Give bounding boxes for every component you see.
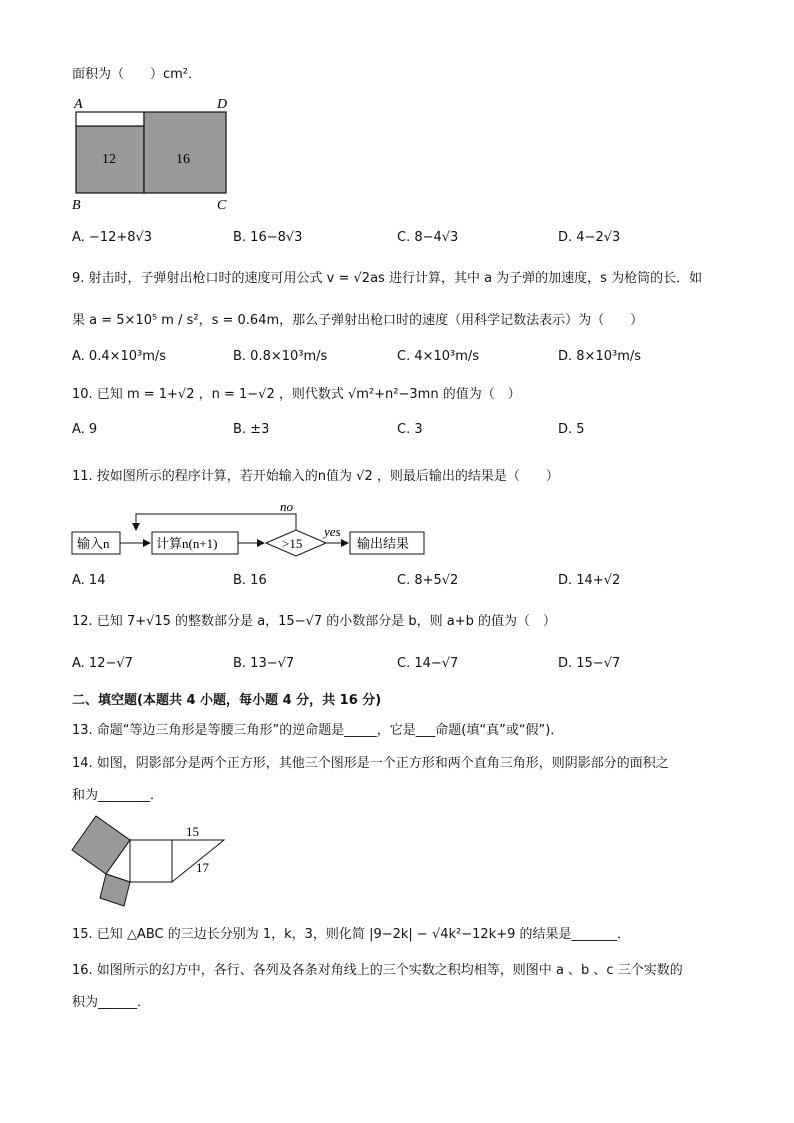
q8-option-d: D. 4−2√3 bbox=[558, 230, 621, 245]
question-fragment-top: 面积为（ ）cm²． bbox=[72, 67, 202, 82]
q9-line1: 9. 射击时，子弹射出枪口时的速度可用公式 v = √2as 进行计算，其中 a 为子弹的加速度，s 为枪筒的长．如 bbox=[72, 271, 703, 286]
q10-line: 10. 已知 m = 1+√2 ，n = 1−√2 ，则代数式 √m²+n²−3mn 的值为（ ） bbox=[72, 387, 521, 402]
q11-line: 11. 按如图所示的程序计算，若开始输入的n值为 √2 ，则最后输出的结果是（ ） bbox=[72, 469, 559, 484]
label-17: 17 bbox=[196, 860, 209, 875]
q9-option-c: C. 4×10³m/s bbox=[397, 349, 480, 364]
q12-option-c: C. 14−√7 bbox=[397, 656, 459, 671]
q11-option-a: A. 14 bbox=[72, 573, 106, 588]
small-strip bbox=[76, 112, 144, 126]
q10-option-d: D. 5 bbox=[558, 422, 585, 437]
label-D: D bbox=[217, 97, 228, 112]
q9-line2: 果 a = 5×10⁵ m / s²，s = 0.64m，那么子弹射出枪口时的速度（用科学记数法表示）为（ ） bbox=[72, 313, 644, 328]
flow-compute-label: 计算n(n+1) bbox=[156, 536, 218, 551]
value-16: 16 bbox=[176, 152, 190, 167]
q15-line: 15. 已知 △ABC 的三边长分别为 1，k，3，则化简 |9−2k| − √4k²−12k+9 的结果是_______． bbox=[72, 927, 630, 942]
q9-option-a: A. 0.4×10³m/s bbox=[72, 349, 167, 364]
flow-input-label: 输入n bbox=[77, 536, 110, 551]
q10-option-b: B. ±3 bbox=[233, 422, 270, 437]
q14-line1: 14. 如图，阴影部分是两个正方形，其他三个图形是一个正方形和两个直角三角形，则阴影部分的面积之 bbox=[72, 756, 669, 771]
value-12: 12 bbox=[102, 152, 116, 167]
q11-option-b: B. 16 bbox=[233, 573, 267, 588]
q12-option-b: B. 13−√7 bbox=[233, 656, 295, 671]
squares-triangles-figure bbox=[68, 810, 238, 910]
label-B: B bbox=[72, 198, 81, 213]
q12-option-d: D. 15−√7 bbox=[558, 656, 621, 671]
flow-no-label: no bbox=[280, 500, 293, 514]
q11-option-c: C. 8+5√2 bbox=[397, 573, 459, 588]
q8-option-c: C. 8−4√3 bbox=[397, 230, 459, 245]
q8-option-b: B. 16−8√3 bbox=[233, 230, 303, 245]
q16-line1: 16. 如图所示的幻方中，各行、各列及各条对角线上的三个实数之积均相等，则图中 a 、b 、c 三个实数的 bbox=[72, 963, 683, 978]
label-15: 15 bbox=[186, 824, 199, 839]
q16-line2: 积为______． bbox=[72, 995, 151, 1010]
q8-option-a: A. −12+8√3 bbox=[72, 230, 153, 245]
label-A: A bbox=[74, 97, 83, 112]
q13-line: 13. 命题“等边三角形是等腰三角形”的逆命题是_____，它是___命题(填“真”或“假”)． bbox=[72, 723, 564, 738]
q11-option-d: D. 14+√2 bbox=[558, 573, 621, 588]
q10-option-c: C. 3 bbox=[397, 422, 423, 437]
section-2-heading: 二、填空题(本题共 4 小题，每小题 4 分，共 16 分) bbox=[72, 693, 382, 708]
central-square bbox=[130, 840, 172, 882]
flow-condition-label: >15 bbox=[282, 536, 303, 551]
q14-line2: 和为________． bbox=[72, 788, 164, 803]
q9-option-b: B. 0.8×10³m/s bbox=[233, 349, 328, 364]
program-flowchart bbox=[70, 500, 440, 562]
label-C: C bbox=[217, 198, 227, 213]
q12-option-a: A. 12−√7 bbox=[72, 656, 133, 671]
flow-output-label: 输出结果 bbox=[357, 536, 410, 551]
q12-line: 12. 已知 7+√15 的整数部分是 a，15−√7 的小数部分是 b，则 a+b 的值为（ ） bbox=[72, 614, 557, 629]
rectangle-figure bbox=[66, 94, 246, 216]
q9-option-d: D. 8×10³m/s bbox=[558, 349, 642, 364]
flow-yes-label: yes bbox=[324, 524, 341, 539]
q10-option-a: A. 9 bbox=[72, 422, 98, 437]
